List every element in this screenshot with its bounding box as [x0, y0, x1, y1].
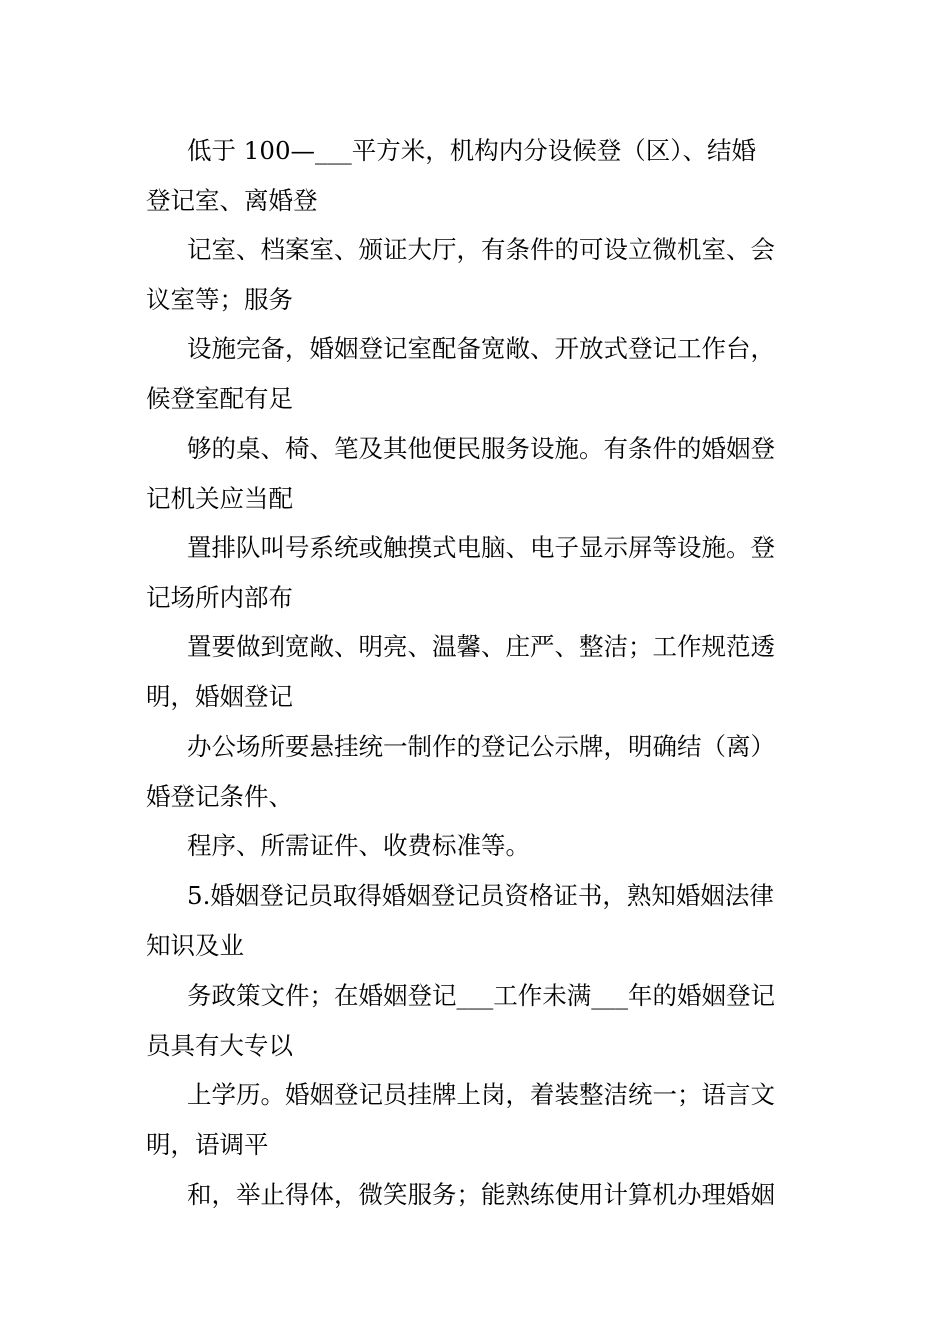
paragraph-continuation-line: 登记室、离婚登 — [146, 186, 318, 215]
paragraph — [146, 722, 826, 822]
paragraph — [146, 126, 826, 226]
paragraph-continuation-line: 明，婚姻登记 — [146, 682, 293, 711]
paragraph — [146, 1170, 826, 1220]
paragraph-continuation-line: 候登室配有足 — [146, 384, 293, 413]
paragraph-continuation-line: 议室等；服务 — [146, 285, 293, 314]
paragraph-first-line: 够的桌、椅、笔及其他便民服务设施。有条件的婚姻登 — [187, 434, 775, 463]
paragraph-first-line: 置要做到宽敞、明亮、温馨、庄严、整洁；工作规范透 — [187, 632, 775, 661]
paragraph-continuation-line: 明，语调平 — [146, 1130, 269, 1159]
paragraph-first-line: 记室、档案室、颁证大厅，有条件的可设立微机室、会 — [187, 235, 775, 264]
paragraph — [146, 821, 826, 871]
paragraph-continuation-line: 员具有大专以 — [146, 1031, 293, 1060]
paragraph-first-line: 低于 100—___平方米，机构内分设候登（区）、结婚 — [187, 136, 757, 165]
paragraph-first-line: 和，举止得体，微笑服务；能熟练使用计算机办理婚姻 — [187, 1180, 775, 1209]
paragraph-first-line: 设施完备，婚姻登记室配备宽敞、开放式登记工作台， — [187, 334, 775, 363]
paragraph — [146, 424, 826, 524]
paragraph — [146, 971, 826, 1071]
paragraph-continuation-line: 记场所内部布 — [146, 583, 293, 612]
paragraph-first-line: 置排队叫号系统或触摸式电脑、电子显示屏等设施。登 — [187, 533, 775, 562]
paragraph-first-line: 务政策文件；在婚姻登记___工作未满___年的婚姻登记 — [187, 981, 775, 1010]
paragraph-continuation-line: 记机关应当配 — [146, 484, 293, 513]
paragraph-continuation-line: 婚登记条件、 — [146, 782, 293, 811]
paragraph — [146, 1070, 826, 1170]
paragraph — [146, 225, 826, 325]
paragraph-first-line: 办公场所要悬挂统一制作的登记公示牌，明确结（离） — [187, 732, 775, 761]
paragraph — [146, 871, 826, 971]
paragraph — [146, 523, 826, 623]
paragraph-continuation-line: 知识及业 — [146, 931, 244, 960]
paragraph-first-line: 5.婚姻登记员取得婚姻登记员资格证书，熟知婚姻法律 — [187, 881, 774, 910]
paragraph — [146, 622, 826, 722]
paragraph — [146, 324, 826, 424]
paragraph-first-line: 上学历。婚姻登记员挂牌上岗，着装整洁统一；语言文 — [187, 1080, 775, 1109]
paragraph-first-line: 程序、所需证件、收费标准等。 — [187, 831, 530, 860]
